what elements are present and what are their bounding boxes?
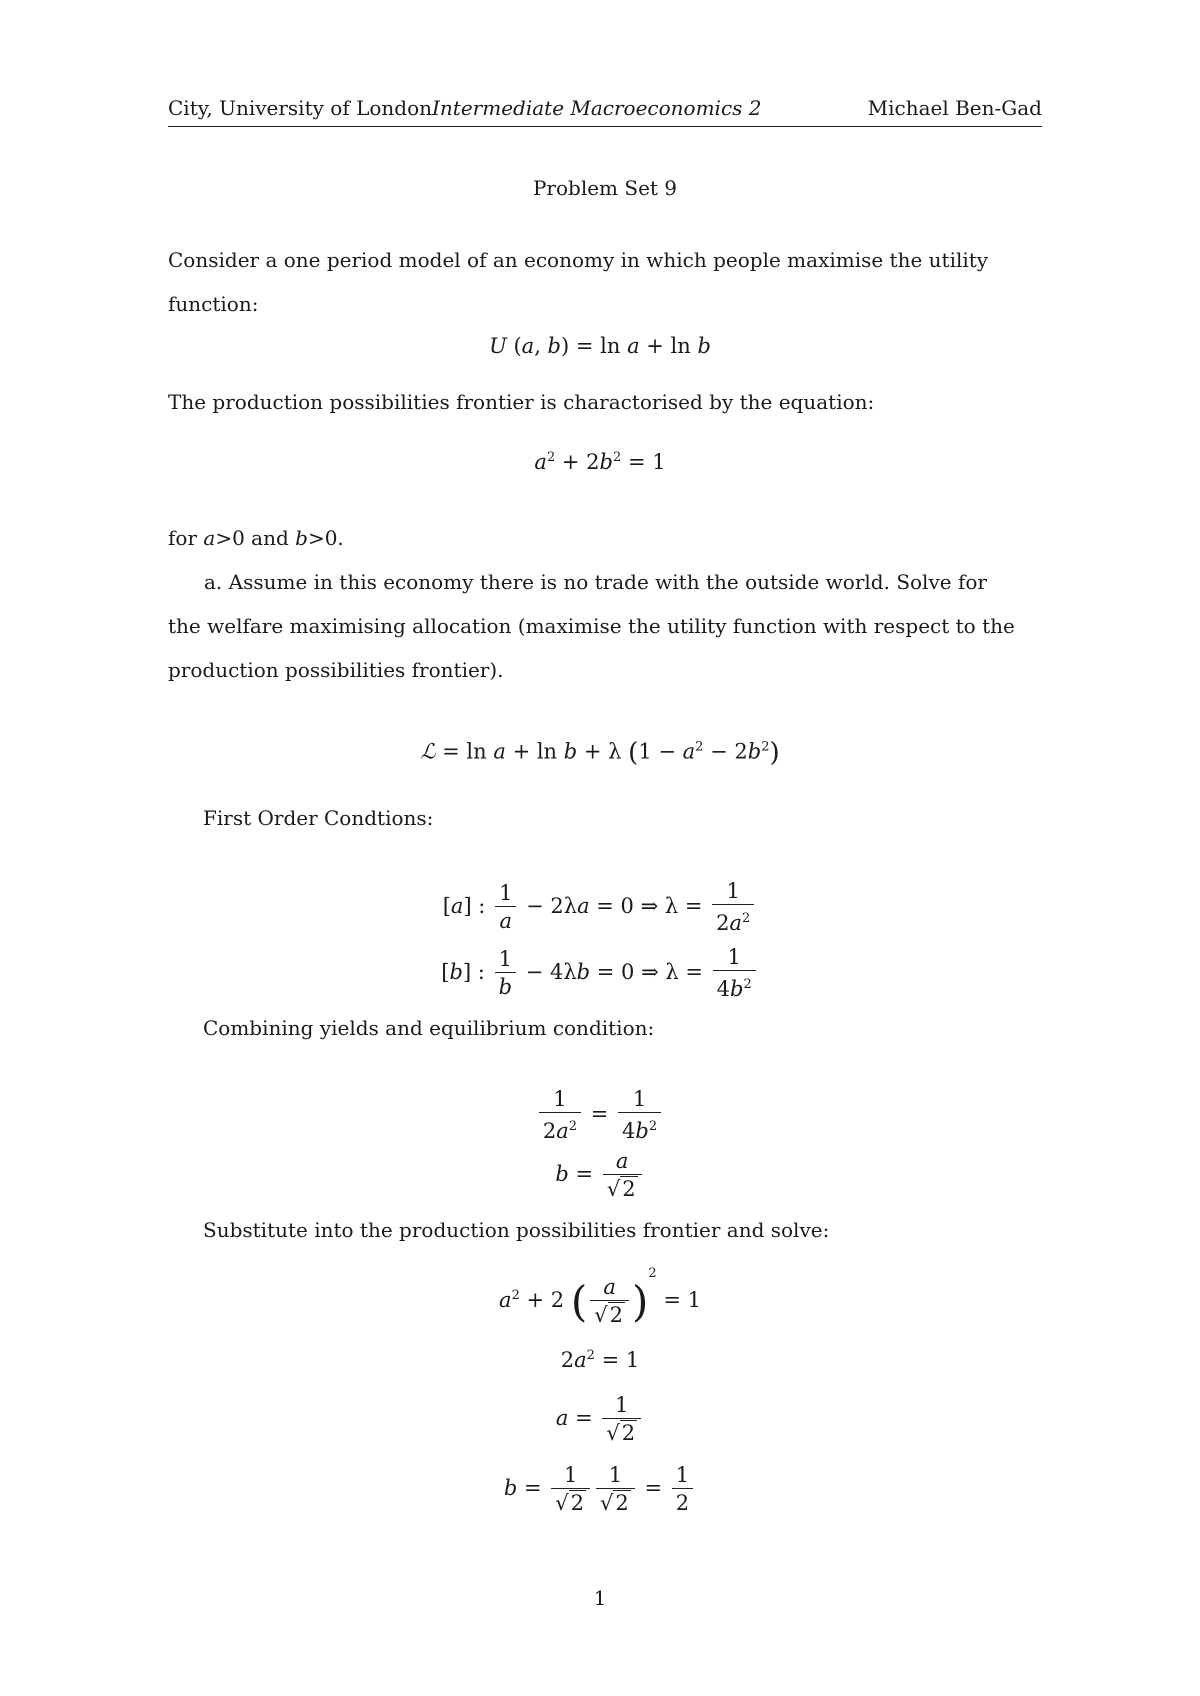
intro-line-1: Consider a one period model of an economy in which people maximise the utility [168,248,989,272]
ppf-text: The production possibilities frontier is charactorised by the equation: [168,390,875,414]
substitute-label: Substitute into the production possibilities frontier and solve: [203,1218,830,1242]
utility-equation: U (a, b) = ln a + ln b [489,334,711,358]
two-a-squared-equation: $2a^2 = 1$ [560,1348,640,1372]
intro-line-2: function: [168,292,259,316]
part-a-line-2: the welfare maximising allocation (maximise the utility function with respect to the [168,614,1015,638]
b-in-terms-of-a-equation: b = $\frac{a}{√2}$ [0,1148,1200,1203]
header-institution: City, University of London [168,96,433,120]
foc-a-equation: [a] : $\frac{1}{a}$ − 2λa = 0 ⇒ λ = $\frac{1}{2a^2}$ [0,878,1200,937]
page-title: Problem Set 9 [532,176,678,200]
ppf-equation: $a^2 + 2b^2 = 1$ [534,450,666,474]
header-author: Michael Ben-Gad [867,96,1042,120]
substituted-ppf-equation: $a^2 + 2$ ( $\frac{a}{√2}$ )$^2$ = 1 [499,1266,701,1327]
lagrangian-equation: ℒ = ln a + ln b + λ $(1 - a^2 - 2b^2)$ [420,738,780,768]
foc-label: First Order Condtions: [203,806,434,830]
part-a-line-1: a. Assume in this economy there is no trade with the outside world. Solve for [204,570,987,594]
header-course: Intermediate Macroeconomics 2 [432,96,762,120]
b-solution-equation: b = $\frac{1}{√2}$ $\frac{1}{√2}$ = $\frac{1}{2}$ [0,1462,1200,1517]
page-header [168,96,1042,127]
domain-conditions: for a>0 and b>0. [168,526,344,550]
page-number: 1 [593,1586,607,1610]
part-a-line-3: production possibilities frontier). [168,658,504,682]
combined-equation: $\frac{1}{2a^2}$ = $\frac{1}{4b^2}$ [0,1086,1200,1145]
foc-b-equation: [b] : $\frac{1}{b}$ − 4λb = 0 ⇒ λ = $\frac{1}{4b^2}$ [0,944,1200,1003]
combining-label: Combining yields and equilibrium condition: [203,1016,655,1040]
a-solution-equation: a = $\frac{1}{√2}$ [0,1392,1200,1447]
